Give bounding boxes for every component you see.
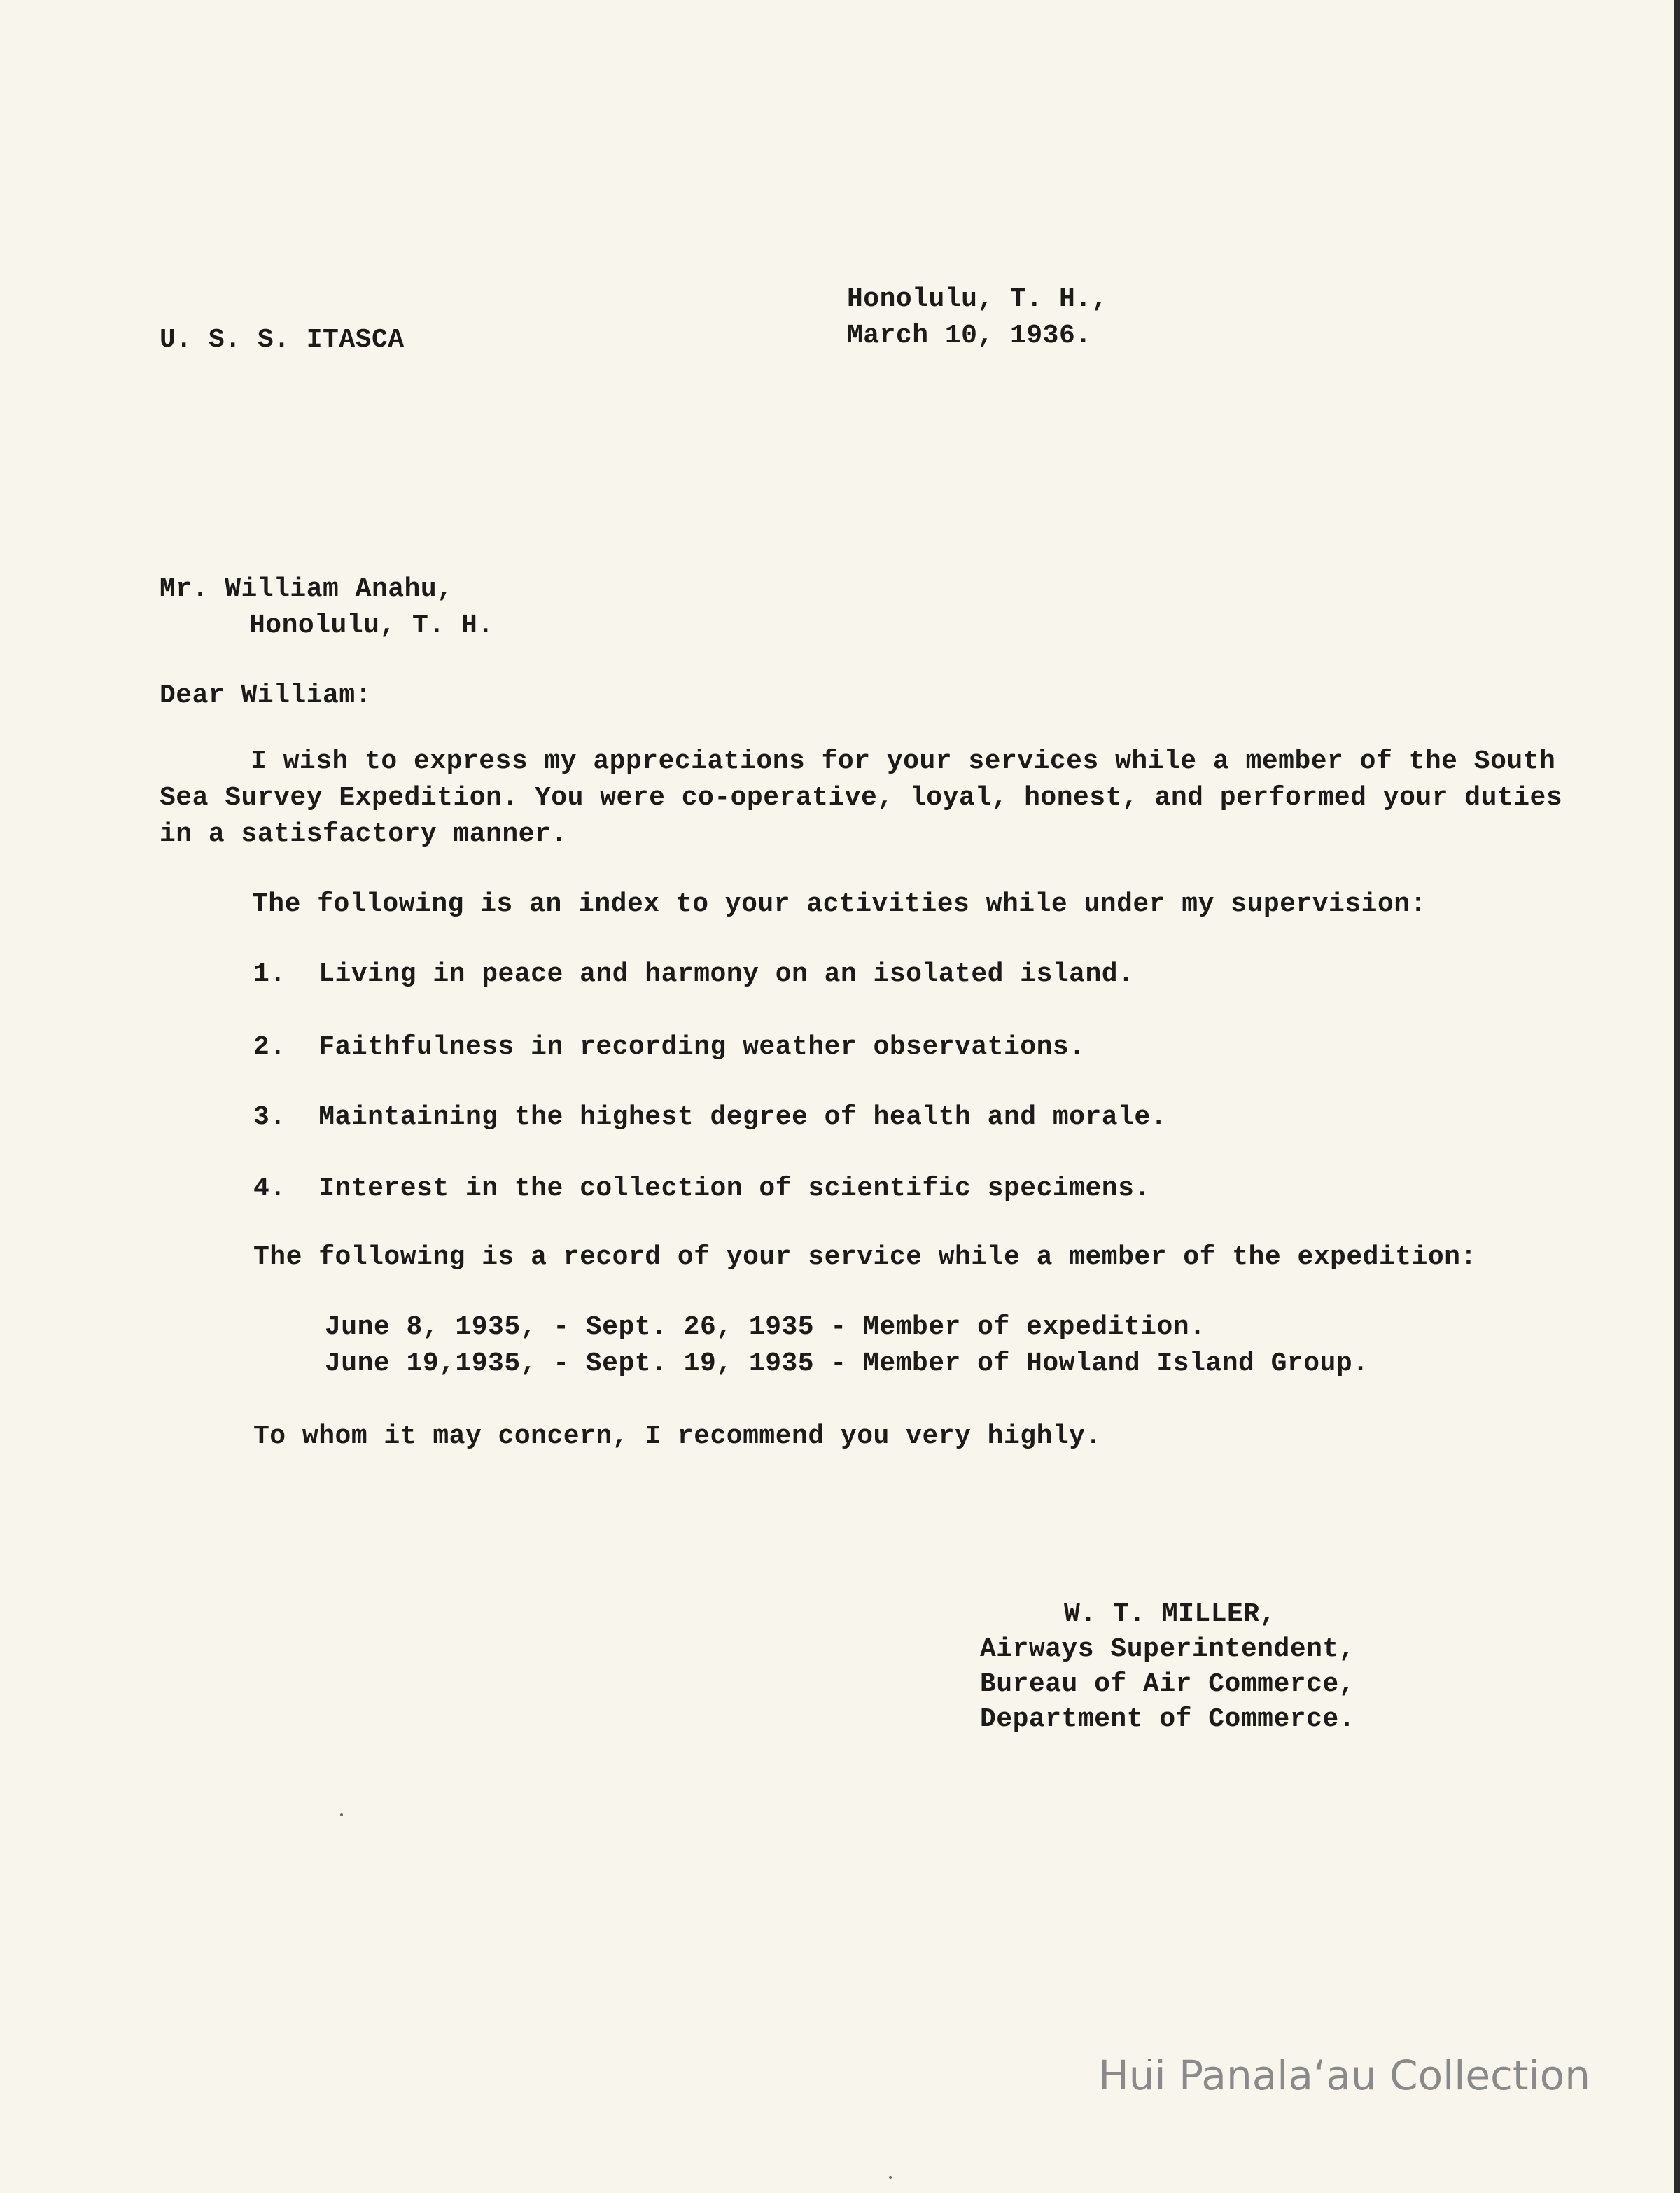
signature-bureau: Bureau of Air Commerce, xyxy=(980,1669,1355,1699)
place-line: Honolulu, T. H., xyxy=(847,284,1108,314)
intro-paragraph: I wish to express my appreciations for your services while a member of the South Sea Survey Expedition. You were co-operative, loyal, honest, and performed your duties in a satisfactory manner. xyxy=(160,746,1563,849)
signature-name: W. T. MILLER, xyxy=(1064,1599,1276,1629)
list-item: 4. Interest in the collection of scientific specimens. xyxy=(253,1174,1151,1204)
scan-edge xyxy=(1674,0,1680,2193)
paper-speck xyxy=(340,1813,343,1816)
salutation: Dear William: xyxy=(160,681,372,711)
index-intro: The following is an index to your activities while under my supervision: xyxy=(252,889,1427,919)
signature-department: Department of Commerce. xyxy=(980,1704,1355,1734)
paper-speck xyxy=(889,2176,892,2179)
collection-watermark: Hui Panalaʻau Collection xyxy=(1098,2052,1590,2099)
recipient-address: Honolulu, T. H. xyxy=(249,611,494,641)
ship-name: U. S. S. ITASCA xyxy=(160,325,405,355)
record-intro: The following is a record of your service while a member of the expedition: xyxy=(253,1242,1477,1272)
signature-title: Airways Superintendent, xyxy=(980,1634,1355,1664)
recipient-name: Mr. William Anahu, xyxy=(160,574,454,604)
list-item: 2. Faithfulness in recording weather observations. xyxy=(253,1032,1086,1062)
date-line: March 10, 1936. xyxy=(847,321,1092,351)
list-item: 3. Maintaining the highest degree of health and morale. xyxy=(253,1102,1168,1132)
service-record: June 8, 1935, - Sept. 26, 1935 - Member of expedition. xyxy=(325,1312,1206,1342)
list-item: 1. Living in peace and harmony on an isolated island. xyxy=(253,959,1135,989)
closing-line: To whom it may concern, I recommend you very highly. xyxy=(253,1421,1102,1451)
service-record: June 19,1935, - Sept. 19, 1935 - Member of Howland Island Group. xyxy=(325,1349,1369,1379)
